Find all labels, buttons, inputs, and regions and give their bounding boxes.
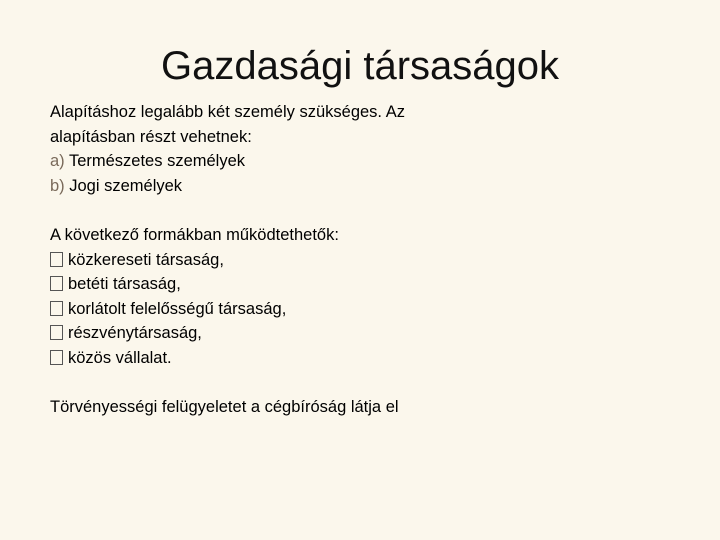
intro-line-1: Alapításhoz legalább két személy szükséges. Az bbox=[50, 103, 405, 121]
form-list-text: közös vállalat. bbox=[68, 348, 172, 367]
option-text: Természetes személyek bbox=[64, 152, 246, 170]
checkbox-icon bbox=[50, 350, 63, 365]
spacer bbox=[50, 198, 690, 223]
form-list-item bbox=[50, 346, 690, 371]
form-list-text: betéti társaság, bbox=[68, 275, 181, 293]
footer-statement: Törvényességi felügyeletet a cégbíróság látja el bbox=[50, 398, 399, 416]
slide-content bbox=[50, 100, 690, 420]
forms-heading: A következő formákban működtethetők: bbox=[50, 226, 339, 244]
checkbox-icon bbox=[50, 301, 63, 316]
form-list-item bbox=[50, 321, 690, 346]
form-list-item bbox=[50, 272, 690, 297]
option-marker: a) bbox=[50, 152, 65, 170]
form-list-item bbox=[50, 297, 690, 322]
checkbox-icon bbox=[50, 325, 63, 340]
option-item bbox=[50, 174, 690, 199]
form-list-text: korlátolt felelősségű társaság, bbox=[68, 299, 287, 318]
form-list-item bbox=[50, 248, 690, 273]
option-item bbox=[50, 149, 690, 174]
form-list-text: közkereseti társaság, bbox=[68, 250, 224, 269]
form-list-text: részvénytársaság, bbox=[68, 324, 202, 342]
option-text: Jogi személyek bbox=[64, 176, 183, 195]
intro-line-2: alapításban részt vehetnek: bbox=[50, 127, 252, 146]
checkbox-icon bbox=[50, 252, 63, 267]
option-marker: b) bbox=[50, 176, 65, 195]
spacer bbox=[50, 370, 690, 395]
slide-title: Gazdasági társaságok bbox=[160, 44, 559, 88]
checkbox-icon bbox=[50, 276, 63, 291]
